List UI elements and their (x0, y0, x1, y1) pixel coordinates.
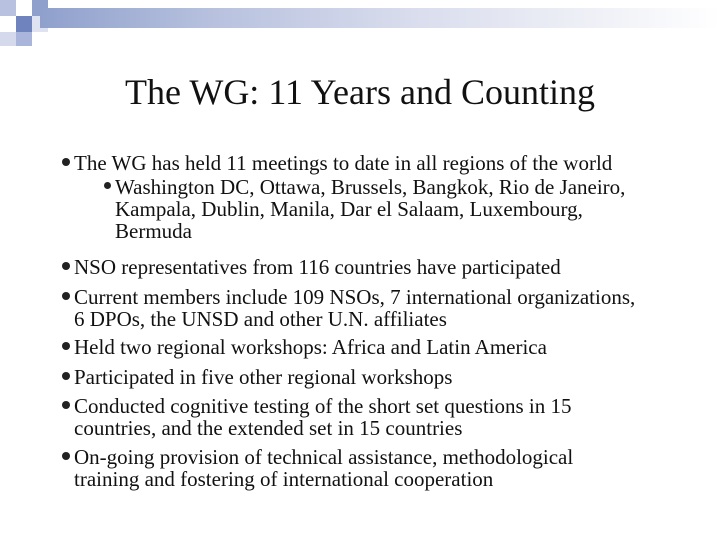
bullet-text-line: Bermuda (115, 219, 192, 243)
header-gradient-bar (40, 8, 720, 28)
bullet-text-line: countries, and the extended set in 15 countries (74, 416, 463, 440)
bullet-text-line: training and fostering of international cooperation (74, 467, 494, 491)
bullet-icon (62, 372, 70, 380)
bullet-icon (62, 262, 70, 270)
bullet-text-line: Washington DC, Ottawa, Brussels, Bangkok, Rio de Janeiro, (115, 175, 626, 199)
bullet-text-line: Conducted cognitive testing of the short set questions in 15 (74, 394, 572, 418)
bullet-text-line: Held two regional workshops: Africa and Latin America (74, 335, 547, 359)
bullet-text-line: NSO representatives from 116 countries have participated (74, 255, 561, 279)
slide-title: The WG: 11 Years and Counting (125, 72, 595, 112)
bullet-icon (104, 182, 111, 189)
bullet-text-line: Current members include 109 NSOs, 7 international organizations, (74, 285, 636, 309)
bullet-text-line: The WG has held 11 meetings to date in all regions of the world (74, 151, 613, 175)
bullet-icon (62, 342, 70, 350)
bullet-icon (62, 158, 70, 166)
bullet-icon (62, 292, 70, 300)
bullet-text-line: On-going provision of technical assistance, methodological (74, 445, 574, 469)
bullet-text-line: Participated in five other regional workshops (74, 365, 453, 389)
bullet-icon (62, 401, 70, 409)
bullet-text-line: 6 DPOs, the UNSD and other U.N. affiliates (74, 307, 447, 331)
bullet-icon (62, 452, 70, 460)
bullet-text-line: Kampala, Dublin, Manila, Dar el Salaam, Luxembourg, (115, 197, 583, 221)
